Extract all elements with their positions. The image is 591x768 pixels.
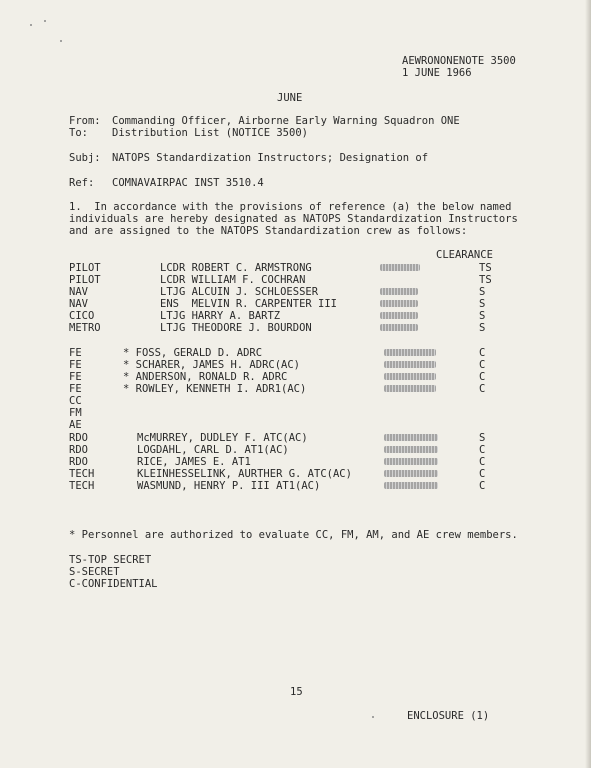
roster-clearance: C — [479, 383, 486, 395]
roster-clearance: S — [479, 298, 486, 310]
roster-name: WASMUND, HENRY P. III AT1(AC) — [137, 480, 321, 492]
roster-name: LTJG THEODORE J. BOURDON — [160, 322, 312, 334]
roster-clearance: S — [479, 322, 486, 334]
redaction-mark — [384, 434, 438, 441]
redaction-mark — [384, 361, 436, 368]
roster-name: McMURREY, DUDLEY F. ATC(AC) — [137, 432, 308, 444]
roster-name: * ROWLEY, KENNETH I. ADR1(AC) — [123, 383, 307, 395]
roster-name: ENS MELVIN R. CARPENTER III — [160, 298, 338, 310]
roster-clearance: C — [479, 444, 486, 456]
roster-clearance: TS — [479, 262, 492, 274]
paragraph-line-1: 1. In accordance with the provisions of reference (a) the below named — [69, 201, 512, 213]
paragraph-line-3: and are assigned to the NATOPS Standardization crew as follows: — [69, 225, 468, 237]
notice-id: AEWRONONENOTE 3500 — [402, 55, 516, 67]
roster-position: TECH — [69, 468, 95, 480]
roster-clearance: TS — [479, 274, 492, 286]
roster-name: LOGDAHL, CARL D. AT1(AC) — [137, 444, 289, 456]
roster-name: KLEINHESSELINK, AURTHER G. ATC(AC) — [137, 468, 352, 480]
legend-item: TS-TOP SECRET — [69, 554, 152, 566]
roster-clearance: C — [479, 480, 486, 492]
roster-clearance: C — [479, 359, 486, 371]
roster-position: RDO — [69, 432, 88, 444]
redaction-mark — [384, 458, 438, 465]
roster-position: AE — [69, 419, 82, 431]
to-label: To: — [69, 127, 88, 139]
redaction-mark — [384, 385, 436, 392]
roster-name: LCDR ROBERT C. ARMSTRONG — [160, 262, 312, 274]
roster-position: CICO — [69, 310, 95, 322]
roster-clearance: S — [479, 310, 486, 322]
roster-position: TECH — [69, 480, 95, 492]
legend-item: C-CONFIDENTIAL — [69, 578, 158, 590]
page-number: 15 — [290, 686, 303, 698]
roster-position: RDO — [69, 456, 88, 468]
paragraph-line-2: individuals are hereby designated as NATOPS Standardization Instructors — [69, 213, 518, 225]
scan-speck — [372, 716, 374, 718]
redaction-mark — [380, 264, 420, 271]
roster-position: CC — [69, 395, 82, 407]
roster-name: LTJG ALCUIN J. SCHLOESSER — [160, 286, 319, 298]
redaction-mark — [380, 312, 418, 319]
roster-clearance: C — [479, 347, 486, 359]
roster-name: RICE, JAMES E. AT1 — [137, 456, 251, 468]
footnote: * Personnel are authorized to evaluate CC, FM, AM, and AE crew members. — [69, 529, 518, 541]
to-value: Distribution List (NOTICE 3500) — [112, 127, 308, 139]
roster-name: * SCHARER, JAMES H. ADRC(AC) — [123, 359, 301, 371]
roster-position: PILOT — [69, 274, 101, 286]
subject-value: NATOPS Standardization Instructors; Designation of — [112, 152, 429, 164]
roster-name: * FOSS, GERALD D. ADRC — [123, 347, 263, 359]
roster-clearance: S — [479, 286, 486, 298]
redaction-mark — [380, 288, 418, 295]
redaction-mark — [384, 482, 438, 489]
roster-clearance: C — [479, 456, 486, 468]
roster-position: FM — [69, 407, 82, 419]
redaction-mark — [380, 300, 418, 307]
roster-position: PILOT — [69, 262, 101, 274]
roster-position: FE — [69, 383, 82, 395]
roster-position: FE — [69, 371, 82, 383]
roster-clearance: C — [479, 371, 486, 383]
scan-speck — [44, 20, 46, 22]
scan-speck — [30, 24, 32, 26]
redaction-mark — [380, 324, 418, 331]
enclosure-label: ENCLOSURE (1) — [407, 710, 490, 722]
roster-position: NAV — [69, 286, 88, 298]
legend-item: S-SECRET — [69, 566, 120, 578]
month-label: JUNE — [277, 92, 303, 104]
roster-position: NAV — [69, 298, 88, 310]
roster-position: FE — [69, 359, 82, 371]
roster-name: LCDR WILLIAM F. COCHRAN — [160, 274, 306, 286]
from-value: Commanding Officer, Airborne Early Warning Squadron ONE — [112, 115, 460, 127]
roster-position: FE — [69, 347, 82, 359]
roster-position: RDO — [69, 444, 88, 456]
from-label: From: — [69, 115, 101, 127]
page-edge-shadow — [585, 0, 591, 768]
reference-label: Ref: — [69, 177, 95, 189]
redaction-mark — [384, 470, 438, 477]
roster-clearance: S — [479, 432, 486, 444]
roster-name: * ANDERSON, RONALD R. ADRC — [123, 371, 288, 383]
reference-value: COMNAVAIRPAC INST 3510.4 — [112, 177, 264, 189]
redaction-mark — [384, 349, 436, 356]
clearance-header: CLEARANCE — [436, 249, 493, 261]
roster-clearance: C — [479, 468, 486, 480]
roster-position: METRO — [69, 322, 101, 334]
scan-speck — [60, 40, 62, 42]
redaction-mark — [384, 446, 438, 453]
subject-label: Subj: — [69, 152, 101, 164]
notice-date: 1 JUNE 1966 — [402, 67, 472, 79]
roster-name: LTJG HARRY A. BARTZ — [160, 310, 281, 322]
redaction-mark — [384, 373, 436, 380]
